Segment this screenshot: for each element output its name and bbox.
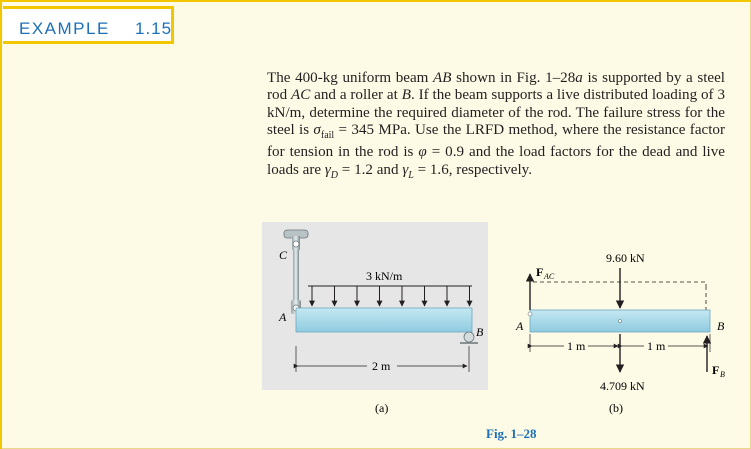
dim-1m-left: 1 m [567, 339, 586, 353]
left-accent-line [0, 0, 2, 449]
dim-1m-right: 1 m [647, 339, 666, 353]
beam-ab [296, 308, 472, 332]
figure-1-28 [262, 222, 732, 427]
label-fac: F [536, 265, 544, 279]
load-outline [530, 282, 706, 286]
label-9-60: 9.60 kN [606, 251, 645, 265]
label-c: C [279, 248, 288, 262]
roller-b [464, 332, 474, 342]
problem-statement: The 400-kg uniform beam AB shown in Fig. 1–28a is supported by a steel rod AC and a roller at B. If the beam supports a live distributed loading of 3 kN/m, determine the required diameter of the rod. The failure stress for the steel is $\sigma_{fail} = 345$ MPa. Use the LRFD method, where the resistance factor for tension in the rod is φ = 0.9 and the load factors for the dead and live loads are $\gamma_D = 1.2$ and $\gamma_L = 1.6$, respectively. [267, 70, 725, 181]
label-fb: F [712, 363, 720, 377]
label-b-a: B [476, 325, 484, 339]
subcaption-a: (a) [375, 401, 389, 415]
free-body-panel-a [262, 222, 488, 415]
point-a-fbd [528, 312, 532, 316]
label-fb-sub: B [720, 370, 725, 379]
pin-c [293, 241, 299, 247]
top-accent-line [0, 0, 751, 2]
load-label: 3 kN/m [366, 269, 403, 283]
label-fac-sub: AC [544, 272, 555, 281]
dim-2m: 2 m [372, 359, 391, 373]
label-b-b: B [717, 319, 725, 333]
figure-caption: Fig. 1–28 [486, 426, 537, 441]
center-point [619, 320, 622, 323]
label-a-b: A [516, 319, 524, 333]
steel-rod-ac [293, 250, 299, 304]
label-a: A [279, 310, 287, 324]
example-header [3, 6, 174, 44]
label-4-709: 4.709 kN [600, 379, 645, 393]
free-body-panel-b [515, 251, 725, 415]
example-number: 1.15 [135, 19, 173, 38]
subcaption-b: (b) [609, 401, 623, 415]
example-label: EXAMPLE [19, 19, 110, 38]
